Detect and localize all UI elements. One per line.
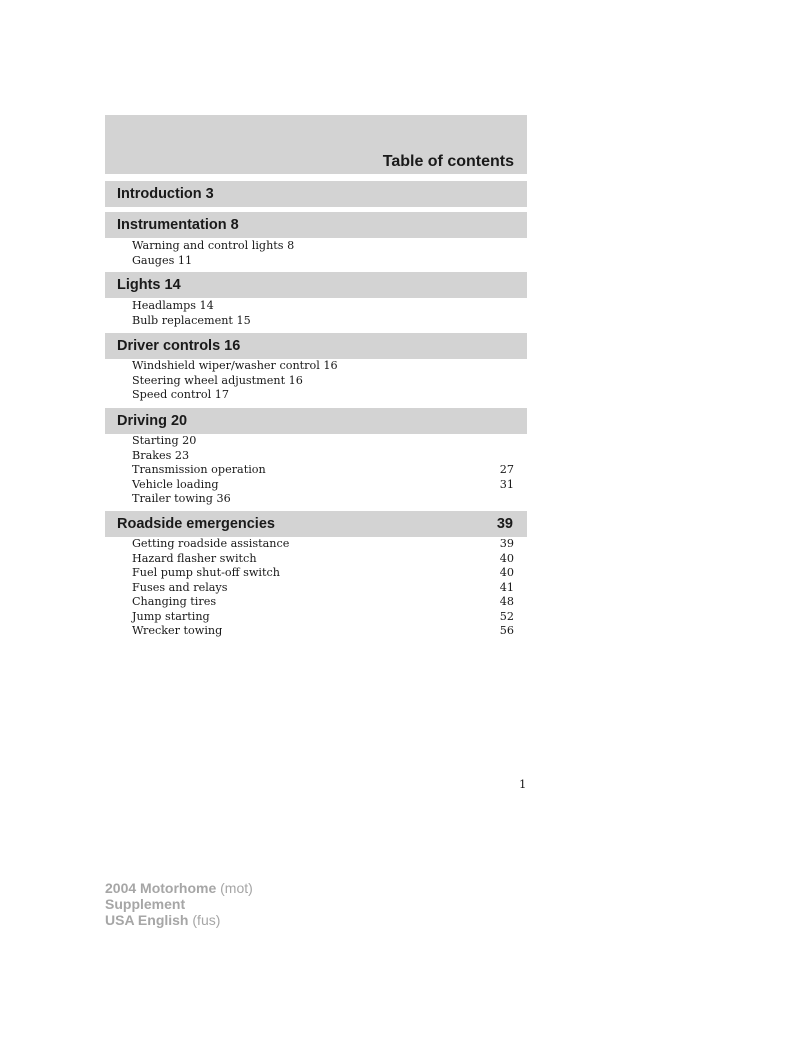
entry-title: Steering wheel adjustment 16	[132, 373, 303, 387]
section-bar-instrumentation[interactable]	[105, 212, 527, 238]
entry-page-number: 56	[499, 624, 514, 637]
entry-title: Headlamps 14	[132, 299, 214, 312]
page-title: Table of contents	[382, 153, 514, 170]
section-bar-roadside-emergencies[interactable]	[105, 511, 527, 537]
list-item[interactable]	[132, 552, 514, 567]
entry-page-number: 27	[499, 463, 514, 476]
entry-page-number: 40	[499, 566, 514, 579]
entry-title: Windshield wiper/washer control 16	[132, 359, 338, 372]
footer-language: USA English	[105, 912, 189, 928]
list-item[interactable]	[132, 254, 514, 269]
list-item[interactable]	[132, 374, 514, 389]
entry-title: Trailer towing 36	[132, 492, 231, 505]
document-footer	[105, 880, 253, 928]
section-title: Lights 14	[117, 277, 181, 293]
entry-title: Starting 20	[132, 434, 197, 447]
footer-line-model	[105, 880, 253, 896]
list-item[interactable]	[132, 581, 514, 596]
footer-language-code: (fus)	[192, 912, 221, 928]
list-item[interactable]	[132, 359, 514, 374]
entry-title: Speed control 17	[132, 388, 229, 401]
entry-title: Vehicle loading	[132, 477, 219, 491]
footer-doc-type: Supplement	[105, 896, 186, 912]
section-title: Instrumentation 8	[117, 217, 239, 233]
list-item[interactable]	[132, 537, 514, 552]
entry-page-number: 39	[499, 537, 514, 550]
section-bar-introduction[interactable]	[105, 181, 527, 207]
entry-page-number: 40	[499, 551, 514, 565]
entry-title: Jump starting	[132, 609, 210, 623]
entry-list-lights	[132, 299, 514, 328]
entry-title: Wrecker towing	[132, 624, 223, 637]
entry-title: Gauges 11	[132, 253, 193, 267]
entry-title: Fuel pump shut-off switch	[132, 566, 280, 579]
header-band	[105, 115, 527, 174]
list-item[interactable]	[132, 449, 514, 464]
page-number: 1	[519, 777, 527, 791]
entry-page-number: 31	[499, 477, 514, 491]
list-item[interactable]	[132, 624, 514, 639]
entry-title: Hazard flasher switch	[132, 551, 257, 565]
entry-list-instrumentation	[132, 239, 514, 268]
list-item[interactable]	[132, 595, 514, 610]
list-item[interactable]	[132, 434, 514, 449]
entry-title: Warning and control lights 8	[132, 239, 295, 252]
entry-title: Getting roadside assistance	[132, 537, 290, 550]
footer-line-doc-type	[105, 896, 253, 912]
section-bar-driving[interactable]	[105, 408, 527, 434]
section-title: Driving 20	[117, 413, 188, 429]
section-title: Introduction 3	[117, 186, 214, 202]
section-title: Roadside emergencies	[117, 516, 275, 532]
entry-list-driving	[132, 434, 514, 507]
entry-page-number: 48	[499, 595, 514, 608]
list-item[interactable]	[132, 388, 514, 403]
list-item[interactable]	[132, 463, 514, 478]
list-item[interactable]	[132, 610, 514, 625]
entry-title: Changing tires	[132, 595, 217, 608]
list-item[interactable]	[132, 314, 514, 329]
entry-title: Fuses and relays	[132, 580, 228, 594]
footer-line-language	[105, 912, 253, 928]
list-item[interactable]	[132, 239, 514, 254]
section-bar-lights[interactable]	[105, 272, 527, 298]
entry-page-number: 52	[499, 609, 514, 623]
footer-model: 2004 Motorhome	[105, 880, 217, 896]
footer-model-code: (mot)	[220, 880, 253, 896]
section-page-number: 39	[496, 516, 513, 532]
entry-title: Brakes 23	[132, 448, 190, 462]
entry-title: Transmission operation	[132, 463, 266, 476]
entry-list-roadside-emergencies	[132, 537, 514, 639]
section-bar-driver-controls[interactable]	[105, 333, 527, 359]
section-title: Driver controls 16	[117, 338, 241, 354]
list-item[interactable]	[132, 299, 514, 314]
list-item[interactable]	[132, 566, 514, 581]
entry-page-number: 41	[499, 580, 514, 594]
list-item[interactable]	[132, 478, 514, 493]
entry-list-driver-controls	[132, 359, 514, 403]
entry-title: Bulb replacement 15	[132, 313, 251, 327]
list-item[interactable]	[132, 492, 514, 507]
